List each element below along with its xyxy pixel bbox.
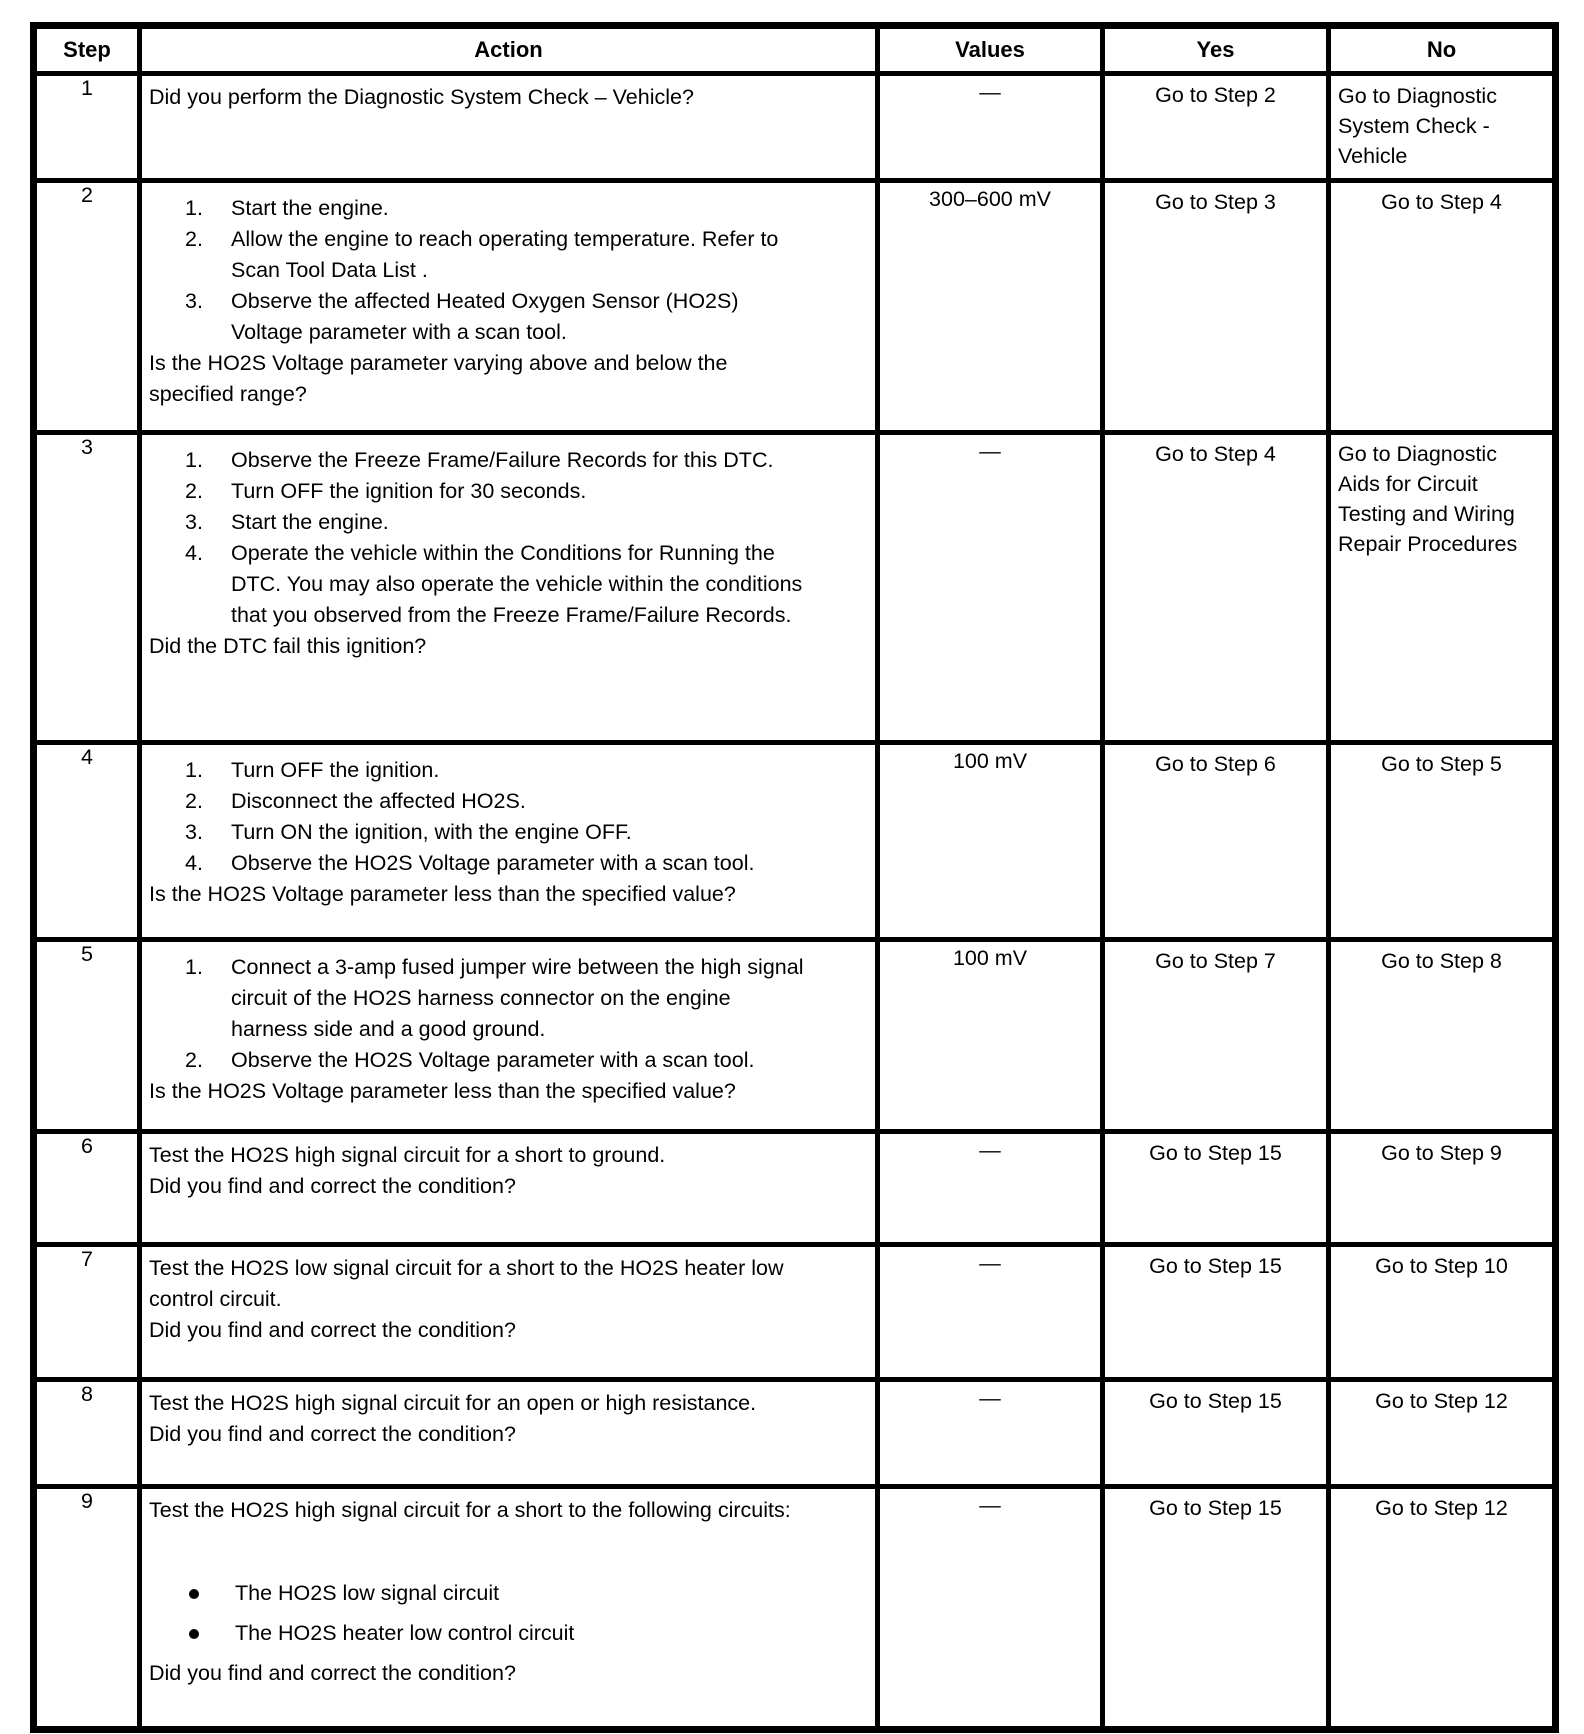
- yes-text: Go to Step 6: [1155, 752, 1276, 776]
- yes-cell: [1103, 181, 1329, 433]
- step-number: 2: [81, 183, 93, 207]
- list-item-number: 1.: [185, 955, 203, 979]
- list-item-number: 2.: [185, 479, 203, 503]
- list-item-text: Connect a 3-amp fused jumper wire between the high signal circuit of the HO2S harness connector on the engine harness side and a good ground.: [231, 955, 804, 1041]
- bullet-icon: [189, 1589, 199, 1599]
- action-cell-td: [140, 1245, 878, 1380]
- header-no: No: [1329, 26, 1556, 74]
- list-item-number: 3.: [185, 289, 203, 313]
- yes-cell: [1103, 1245, 1329, 1380]
- list-item-text: Observe the HO2S Voltage parameter with a scan tool.: [231, 851, 755, 875]
- action-list-item: [185, 786, 867, 817]
- yes-cell: [1103, 940, 1329, 1132]
- no-text: Go to Diagnostic Aids for Circuit Testing and Wiring Repair Procedures: [1338, 442, 1518, 556]
- action-question: Did the DTC fail this ignition?: [149, 634, 427, 658]
- table-body: [34, 74, 1556, 1730]
- table-row: [34, 1487, 1556, 1730]
- action-cell-td: [140, 743, 878, 940]
- action-question: Did you find and correct the condition?: [149, 1422, 516, 1446]
- list-item-text: Observe the Freeze Frame/Failure Records for this DTC.: [231, 448, 774, 472]
- header-action: Action: [140, 26, 878, 74]
- action-numbered-list: [149, 189, 867, 348]
- step-cell: [34, 74, 140, 181]
- action-question: Is the HO2S Voltage parameter varying above and below the specified range?: [149, 351, 728, 406]
- no-text: Go to Step 9: [1381, 1141, 1502, 1165]
- table-row: [34, 1132, 1556, 1245]
- yes-cell: [1103, 1380, 1329, 1487]
- yes-text: Go to Step 15: [1149, 1496, 1282, 1520]
- bullet-icon: [189, 1629, 199, 1639]
- list-item-number: 3.: [185, 510, 203, 534]
- action-bullet-item: [185, 1618, 867, 1649]
- values-text: 100 mV: [952, 749, 1028, 773]
- action-list-item: [185, 755, 867, 786]
- step-cell: [34, 1487, 140, 1730]
- values-text: 300–600 mV: [929, 187, 1051, 211]
- values-cell: [878, 1132, 1103, 1245]
- no-cell: [1329, 1380, 1556, 1487]
- values-cell: [878, 940, 1103, 1132]
- yes-cell: [1103, 1132, 1329, 1245]
- action-cell-td: [140, 1380, 878, 1487]
- list-item-number: 2.: [185, 789, 203, 813]
- action-cell-td: [140, 181, 878, 433]
- list-item-text: Disconnect the affected HO2S.: [231, 789, 526, 813]
- list-item-text: Operate the vehicle within the Conditions for Running the DTC. You may also operate the vehicle within the conditions that you observed from the Freeze Frame/Failure Records.: [231, 541, 803, 627]
- action-list-item: [185, 445, 867, 476]
- values-text: —: [979, 1493, 1001, 1517]
- action-list-item: [185, 848, 867, 879]
- action-list-item: [185, 538, 867, 631]
- action-cell: [142, 1382, 875, 1457]
- list-item-text: Turn ON the ignition, with the engine OFF.: [231, 820, 632, 844]
- no-text: Go to Step 4: [1381, 190, 1502, 214]
- action-statement: Test the HO2S high signal circuit for an open or high resistance.: [149, 1391, 757, 1415]
- values-cell: [878, 1245, 1103, 1380]
- action-cell-td: [140, 940, 878, 1132]
- action-list-item: [185, 952, 867, 1045]
- no-cell: [1329, 433, 1556, 743]
- action-cell: [142, 183, 875, 417]
- yes-text: Go to Step 4: [1155, 442, 1276, 466]
- list-item-text: Start the engine.: [231, 196, 389, 220]
- action-list-item: [185, 476, 867, 507]
- action-bullet-item: [185, 1578, 867, 1609]
- action-statement: Test the HO2S low signal circuit for a short to the HO2S heater low control circuit.: [149, 1256, 784, 1311]
- header-step: Step: [34, 26, 140, 74]
- values-text: —: [979, 1251, 1001, 1275]
- yes-text: Go to Step 7: [1155, 949, 1276, 973]
- action-question: Did you perform the Diagnostic System Check – Vehicle?: [149, 85, 694, 109]
- step-cell: [34, 940, 140, 1132]
- step-cell: [34, 743, 140, 940]
- header-values: Values: [878, 26, 1103, 74]
- no-cell: [1329, 940, 1556, 1132]
- list-item-number: 3.: [185, 820, 203, 844]
- list-item-number: 1.: [185, 196, 203, 220]
- action-numbered-list: [149, 751, 867, 879]
- list-item-number: 4.: [185, 851, 203, 875]
- action-list-item: [185, 286, 867, 348]
- step-number: 1: [81, 76, 93, 100]
- step-cell: [34, 1380, 140, 1487]
- step-cell: [34, 181, 140, 433]
- no-text: Go to Step 8: [1381, 949, 1502, 973]
- step-number: 6: [81, 1134, 93, 1158]
- values-text: —: [979, 1138, 1001, 1162]
- action-cell-td: [140, 433, 878, 743]
- values-text: —: [979, 439, 1001, 463]
- list-item-number: 1.: [185, 448, 203, 472]
- yes-text: Go to Step 15: [1149, 1389, 1282, 1413]
- action-bullet-list: [149, 1578, 867, 1658]
- no-text-wrap: [1331, 76, 1552, 178]
- step-number: 5: [81, 942, 93, 966]
- no-text: Go to Step 10: [1375, 1254, 1508, 1278]
- no-cell: [1329, 181, 1556, 433]
- yes-cell: [1103, 743, 1329, 940]
- action-list-item: [185, 817, 867, 848]
- action-numbered-list: [149, 441, 867, 631]
- action-cell: [142, 76, 875, 120]
- step-number: 9: [81, 1489, 93, 1513]
- yes-text: Go to Step 15: [1149, 1141, 1282, 1165]
- action-statement: Test the HO2S high signal circuit for a short to the following circuits:: [149, 1498, 791, 1522]
- action-cell-td: [140, 1487, 878, 1730]
- list-item-text: Observe the affected Heated Oxygen Sensor (HO2S) Voltage parameter with a scan tool.: [231, 289, 739, 344]
- action-list-item: [185, 1045, 867, 1076]
- action-cell: [142, 435, 875, 669]
- no-text: Go to Step 12: [1375, 1496, 1508, 1520]
- list-item-number: 2.: [185, 1048, 203, 1072]
- values-cell: [878, 74, 1103, 181]
- step-cell: [34, 1132, 140, 1245]
- no-cell: [1329, 1132, 1556, 1245]
- list-item-text: Turn OFF the ignition for 30 seconds.: [231, 479, 587, 503]
- yes-cell: [1103, 1487, 1329, 1730]
- list-item-number: 4.: [185, 541, 203, 565]
- step-cell: [34, 433, 140, 743]
- header-row: [34, 26, 1556, 74]
- action-list-item: [185, 224, 867, 286]
- action-cell-td: [140, 1132, 878, 1245]
- no-text: Go to Diagnostic System Check - Vehicle: [1338, 84, 1497, 168]
- table-row: [34, 743, 1556, 940]
- step-number: 7: [81, 1247, 93, 1271]
- action-statement: Test the HO2S high signal circuit for a short to ground.: [149, 1143, 666, 1167]
- action-question: Is the HO2S Voltage parameter less than the specified value?: [149, 1079, 736, 1103]
- list-item-text: Observe the HO2S Voltage parameter with a scan tool.: [231, 1048, 755, 1072]
- list-item-text: Allow the engine to reach operating temperature. Refer to Scan Tool Data List .: [231, 227, 779, 282]
- list-item-text: Turn OFF the ignition.: [231, 758, 440, 782]
- values-cell: [878, 1487, 1103, 1730]
- step-number: 3: [81, 435, 93, 459]
- table-row: [34, 74, 1556, 181]
- action-cell: [142, 1489, 875, 1696]
- step-number: 4: [81, 745, 93, 769]
- action-cell-td: [140, 74, 878, 181]
- values-cell: [878, 743, 1103, 940]
- action-cell: [142, 942, 875, 1114]
- no-text: Go to Step 12: [1375, 1389, 1508, 1413]
- values-text: —: [979, 80, 1001, 104]
- action-cell: [142, 1247, 875, 1353]
- action-question: Did you find and correct the condition?: [149, 1318, 516, 1342]
- bullet-item-text: The HO2S low signal circuit: [235, 1581, 500, 1605]
- yes-text: Go to Step 2: [1155, 83, 1276, 107]
- no-cell: [1329, 1245, 1556, 1380]
- yes-text: Go to Step 3: [1155, 190, 1276, 214]
- values-cell: [878, 1380, 1103, 1487]
- action-question: Did you find and correct the condition?: [149, 1661, 516, 1685]
- step-cell: [34, 1245, 140, 1380]
- values-text: 100 mV: [952, 946, 1028, 970]
- yes-cell: [1103, 74, 1329, 181]
- table-row: [34, 940, 1556, 1132]
- values-cell: [878, 181, 1103, 433]
- no-text: Go to Step 5: [1381, 752, 1502, 776]
- action-list-item: [185, 193, 867, 224]
- table-row: [34, 433, 1556, 743]
- list-item-text: Start the engine.: [231, 510, 389, 534]
- values-text: —: [979, 1386, 1001, 1410]
- diagnostic-table: [30, 22, 1559, 1733]
- values-cell: [878, 433, 1103, 743]
- no-cell: [1329, 1487, 1556, 1730]
- yes-cell: [1103, 433, 1329, 743]
- header-yes: Yes: [1103, 26, 1329, 74]
- list-item-number: 1.: [185, 758, 203, 782]
- yes-text: Go to Step 15: [1149, 1254, 1282, 1278]
- action-cell: [142, 1134, 875, 1209]
- table-row: [34, 181, 1556, 433]
- list-item-number: 2.: [185, 227, 203, 251]
- action-list-item: [185, 507, 867, 538]
- no-cell: [1329, 743, 1556, 940]
- table-row: [34, 1245, 1556, 1380]
- no-cell: [1329, 74, 1556, 181]
- table-row: [34, 1380, 1556, 1487]
- step-number: 8: [81, 1382, 93, 1406]
- action-question: Is the HO2S Voltage parameter less than the specified value?: [149, 882, 736, 906]
- no-text-wrap: [1331, 435, 1552, 566]
- bullet-item-text: The HO2S heater low control circuit: [235, 1621, 575, 1645]
- action-numbered-list: [149, 948, 867, 1076]
- action-question: Did you find and correct the condition?: [149, 1174, 516, 1198]
- action-cell: [142, 745, 875, 917]
